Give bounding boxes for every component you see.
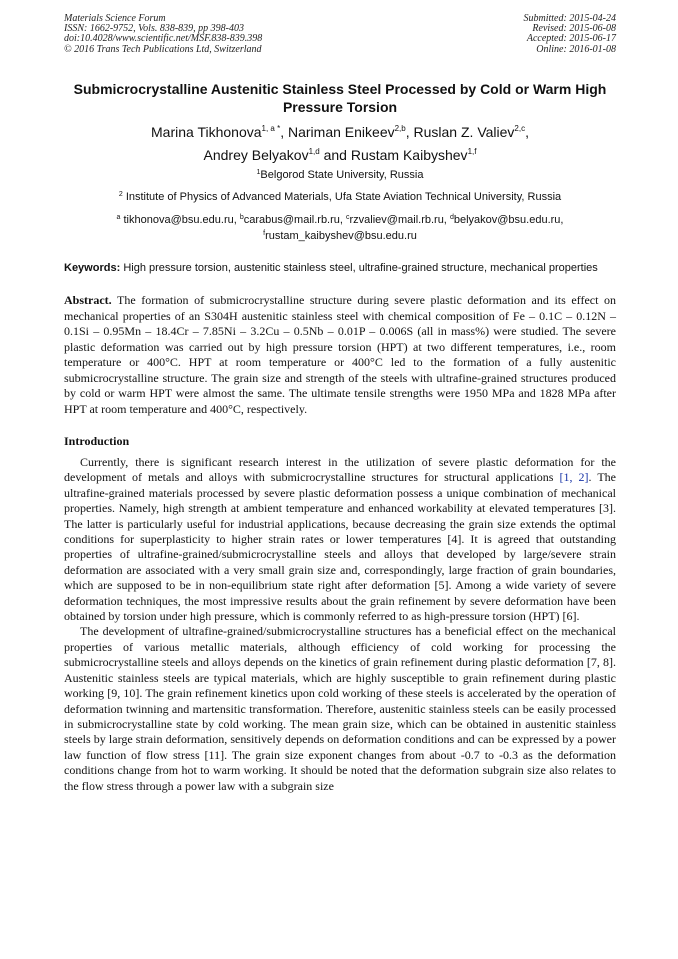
abstract (64, 293, 616, 417)
author-name: Ruslan Z. Valiev (413, 124, 515, 140)
affiliation-1 (64, 169, 616, 182)
author-superscript: 2,b (394, 124, 406, 133)
submission-dates (524, 14, 617, 55)
keywords-label: Keywords: (64, 262, 121, 274)
email-marker: d (449, 214, 454, 221)
affiliation-marker: 1 (256, 169, 261, 176)
email-marker: b (239, 214, 244, 221)
email-address: tikhonova@bsu.edu.ru, (123, 214, 237, 226)
affiliation-text: Belgorod State University, Russia (260, 169, 424, 181)
email-marker: c (346, 214, 350, 221)
revised-date: Revised: 2015-06-08 (532, 23, 616, 35)
author-name: Rustam Kaibyshev (350, 147, 468, 163)
author-superscript: 1,f (467, 147, 477, 156)
email-address: belyakov@bsu.edu.ru, (453, 214, 564, 226)
online-date: Online: 2016-01-08 (536, 43, 616, 55)
author-conjunction: and (323, 147, 347, 163)
author-list: Marina Tikhonova$^{1, a *}$, Nariman Enikeev$^{2,b}$, Ruslan Z. Valiev$^{2,c}$, Andrey Belyakov$^{1,d}$ and Rustam Kaibyshev$^{1,f}$ (151, 124, 529, 163)
author-emails (64, 212, 616, 244)
author-superscript: 2,c (514, 124, 526, 133)
keywords (64, 261, 616, 275)
publication-info (64, 14, 262, 55)
affiliation-text: Institute of Physics of Advanced Materials, Ufa State Aviation Technical University, Russia (125, 191, 562, 203)
paragraph-text: Currently, there is significant research interest in the utilization of severe plastic deformation for the development of metals and alloys with submicrocrystalline structures for structural applications (64, 455, 616, 485)
doi-line: doi:10.4028/www.scientific.net/MSF.838-839.398 (64, 33, 263, 45)
email-address: rustam_kaibyshev@bsu.edu.ru (265, 230, 417, 242)
email-address: rzvaliev@mail.rb.ru, (349, 214, 447, 226)
email-marker: a (116, 214, 121, 221)
author-name: Marina Tikhonova (151, 124, 262, 140)
keywords-text: High pressure torsion, austenitic stainless steel, ultrafine-grained structure, mechanical properties (123, 262, 598, 274)
paper-title: Submicrocrystalline Austenitic Stainless Steel Processed by Cold or Warm High Pressure Torsion (73, 81, 607, 115)
submitted-date: Submitted: 2015-04-24 (523, 13, 616, 24)
email-marker: f (263, 230, 266, 237)
issn-line: ISSN: 1662-9752, Vols. 838-839, pp 398-403 (64, 23, 244, 35)
author-name: Nariman Enikeev (288, 124, 395, 140)
paragraph-text: . The ultrafine-grained materials processed by severe plastic deformation possess a unique combination of mechanical properties. Namely, high strength at ambient temperature and enhanced workability at elevated temperatures [3]. The latter is particularly useful for industrial applications, because decreasing the grain size extends the optimal conditions for superplasticity to higher strain rates or lower temperatures [4]. It is agreed that outstanding properties of ultrafine-grained/submicrocrystalline steels and alloys that developed by large/severe strain deformation are associated with a very small grain size and, correspondingly, large fraction of grain boundaries, which are supposed to be in non-equilibrium state right after deformation [5]. Among a wide variety of severe deformation techniques, the most impressive results about the grain refinement by severe deformation have been obtained by torsion under high pressure, which is commonly referred to as high-pressure torsion (HPT) [6]. (64, 470, 616, 624)
introduction-paragraph-2: The development of ultrafine-grained/submicrocrystalline structures has a beneficial effect on the mechanical properties of various metallic materials, although efficiency of cold working for processing the submicrocrystalline steels and alloys depends on the kinetics of grain refinement during plastic deformation [7, 8]. Austenitic stainless steels are typical materials, which are highly susceptible to grain refinement during plastic working [9, 10]. The grain refinement kinetics upon cold working of these steels is accelerated by the operation of deformation twinning and martensitic transformation. Therefore, austenitic stainless steels can be easily processed in submicrocrystalline state by cold working. The mean grain size, which can be obtained in austenitic stainless steels by large strain deformation, sensitively depends on deformation conditions and can be expressed by a power law function of flow stress [11]. The grain size exponent changes from about -0.7 to -0.3 as the deformation conditions change from hot to warm working. It should be noted that the deformation subgrain size also relates to the flow stress through a power law with a subgrain size (64, 624, 616, 793)
citation-link[interactable]: [1, 2] (559, 470, 589, 485)
copyright-line: © 2016 Trans Tech Publications Ltd, Switzerland (64, 43, 262, 55)
author-superscript: 1, a * (261, 124, 281, 133)
journal-header (64, 14, 616, 64)
abstract-label: Abstract. (64, 293, 112, 307)
abstract-text: The formation of submicrocrystalline structure during severe plastic deformation and its effect on mechanical properties of an S304H austenitic stainless steel with chemical composition of Fe – 0.1C – 0.12N – 0.1Si – 0.95Mn – 18.4Cr – 7.85Ni – 3.2Cu – 0.5Nb – 0.01P – 0.006S (all in mass%) were studied. The severe plastic deformation was carried out by high pressure torsion (HPT) at two different temperatures, i.e., room temperature or 400°C. HPT at room temperature or 400°C led to the formation of a fully austenitic submicrocrystalline structure. The grain size and strength of the steels with ultrafine-grained structures produced by cold or warm HPT were almost the same. The ultimate tensile strengths were 1950 MPa and 1828 MPa after HPT at room temperature and 400°C, respectively. (64, 293, 616, 416)
section-heading-introduction: Introduction (64, 434, 130, 448)
email-address: carabus@mail.rb.ru, (243, 214, 343, 226)
author-name: Andrey Belyakov (203, 147, 309, 163)
author-superscript: 1,d (308, 147, 320, 156)
journal-name: Materials Science Forum (64, 13, 166, 24)
introduction-paragraph-1 (64, 455, 616, 624)
accepted-date: Accepted: 2015-06-17 (526, 33, 616, 45)
affiliation-2 (64, 191, 616, 204)
affiliation-marker: 2 (118, 191, 123, 198)
paper-page (64, 14, 616, 794)
